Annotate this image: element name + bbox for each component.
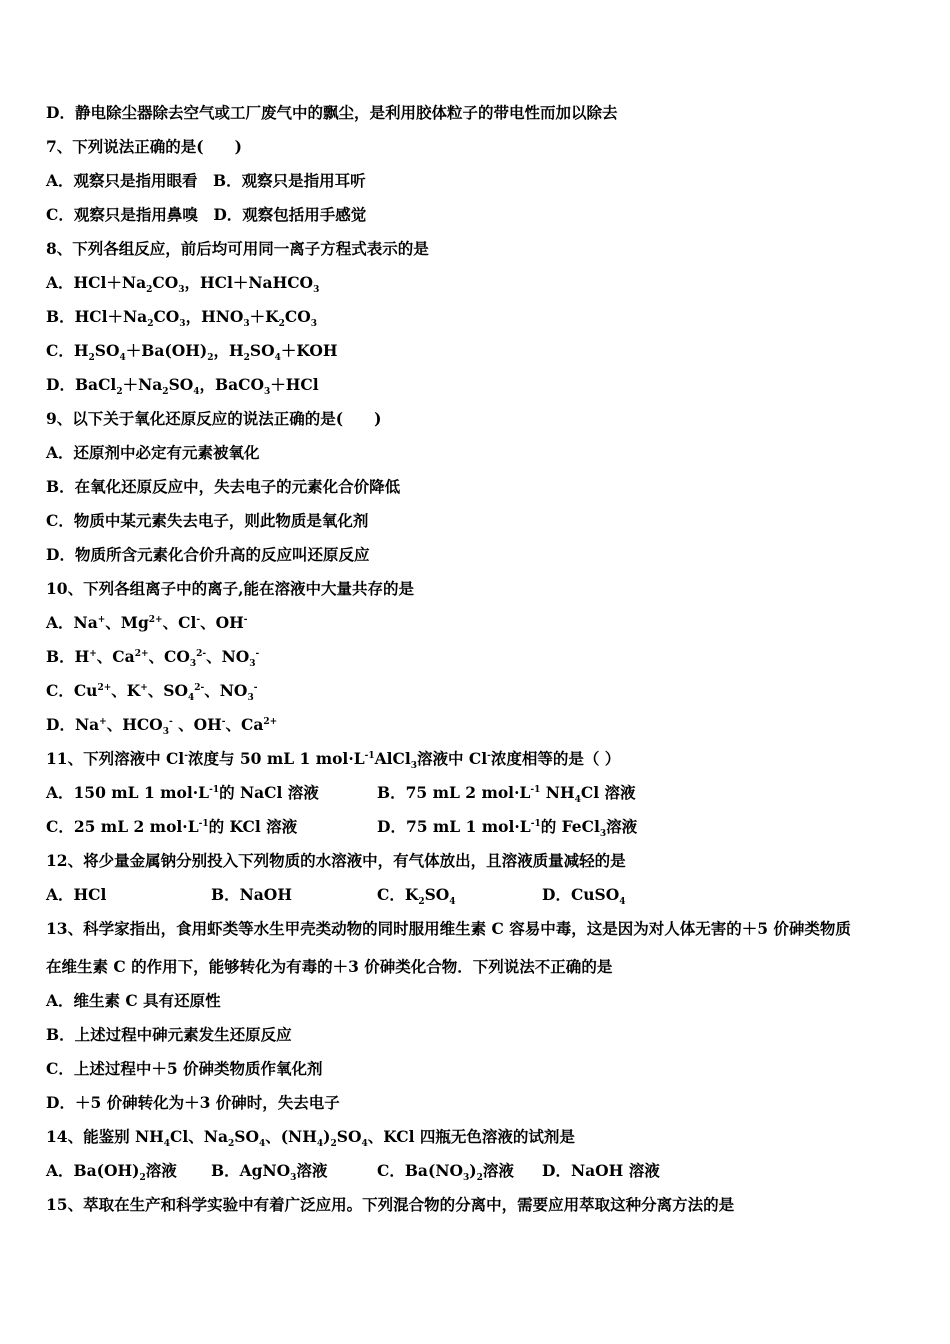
text-run: C．Ba(NO <box>377 1161 463 1180</box>
text-run: 8、下列各组反应，前后均可用同一离子方程式表示的是 <box>46 239 429 258</box>
text-run: 、NO <box>204 681 248 700</box>
text-run: 4 <box>119 353 126 364</box>
text-run: 4 <box>274 353 281 364</box>
text-run: - <box>243 614 248 625</box>
text-line-l14 <box>46 579 414 599</box>
text-run: 2 <box>476 1173 483 1184</box>
text-line-l13 <box>46 545 369 565</box>
text-run: 4 <box>316 1139 324 1150</box>
text-line-l26 <box>46 991 221 1011</box>
text-run: B．75 mL 2 mol·L <box>377 783 531 802</box>
text-run: SO <box>249 341 275 360</box>
text-run: 2 <box>162 387 169 398</box>
text-line-l25 <box>46 957 612 977</box>
text-run: 14、能鉴别 NH <box>46 1127 164 1146</box>
text-run: A．维生素 C 具有还原性 <box>46 991 221 1010</box>
text-line-l0 <box>46 103 617 123</box>
text-run: ＋Ba(OH) <box>125 341 208 360</box>
text-run: C．物质中某元素失去电子，则此物质是氧化剂 <box>46 511 369 530</box>
text-run: D．CuSO <box>542 885 620 904</box>
text-run: 溶液 <box>145 1161 177 1180</box>
text-run: 、OH <box>172 715 222 734</box>
text-run: 4 <box>449 897 456 908</box>
option-cell <box>377 1161 514 1184</box>
text-run: - <box>255 648 260 659</box>
option-cell <box>377 817 638 840</box>
text-run: - <box>253 682 258 693</box>
text-run: 在维生素 C 的作用下，能够转化为有毒的＋3 价砷类化合物．下列说法不正确的是 <box>46 957 613 976</box>
text-line-l9 <box>46 409 381 429</box>
text-run: B．上述过程中砷元素发生还原反应 <box>46 1025 292 1044</box>
text-run: 、KCl 四瓶无色溶液的试剂是 <box>367 1127 575 1146</box>
text-run: 12、将少量金属钠分别投入下列物质的水溶液中，有气体放出，且溶液质量减轻的是 <box>46 851 626 870</box>
text-run: 、NO <box>206 647 250 666</box>
text-run: ＋K <box>249 307 279 326</box>
text-run: - <box>168 716 173 727</box>
text-run: B．AgNO <box>211 1161 291 1180</box>
text-run: + <box>89 648 97 659</box>
text-run: 3 <box>290 1173 297 1184</box>
text-run: ，BaCO <box>199 375 265 394</box>
text-run: 2 <box>227 1139 235 1150</box>
text-line-l15 <box>46 613 248 633</box>
option-cell <box>377 885 456 908</box>
option-cell <box>46 1161 177 1184</box>
text-run: 、K <box>111 681 141 700</box>
option-cell <box>46 885 106 905</box>
text-run: SO <box>336 1127 362 1146</box>
text-run: A．观察只是指用眼看 B．观察只是指用耳听 <box>46 171 366 190</box>
text-run: D．NaOH 溶液 <box>542 1161 660 1180</box>
text-run: C．Cu <box>46 681 98 700</box>
text-run: B．在氧化还原反应中，失去电子的元素化合价降低 <box>46 477 401 496</box>
option-cell <box>211 1161 328 1184</box>
text-line-l28 <box>46 1059 323 1079</box>
text-run: -1 <box>530 818 541 829</box>
text-run: - <box>487 750 491 761</box>
text-run: 、OH <box>200 613 244 632</box>
text-run: D．BaCl <box>46 375 117 394</box>
text-run: 溶液 <box>606 817 638 836</box>
text-run: CO <box>152 273 179 292</box>
text-run: C．观察只是指用鼻嗅 D．观察包括用手感觉 <box>46 205 367 224</box>
text-run: 9、以下关于氧化还原反应的说法正确的是( ) <box>46 409 382 428</box>
text-run: 、Ca <box>96 647 135 666</box>
text-run: B．NaOH <box>211 885 292 904</box>
text-run: 4 <box>574 795 581 806</box>
text-run: 3 <box>599 829 607 840</box>
text-run: -1 <box>364 750 375 761</box>
text-line-l31 <box>46 1161 906 1184</box>
text-run: 4 <box>163 1139 171 1150</box>
text-run: C．H <box>46 341 89 360</box>
text-run: D．静电除尘器除去空气或工厂废气中的飘尘，是利用胶体粒子的带电性而加以除去 <box>46 103 618 122</box>
text-run: + <box>140 682 148 693</box>
text-run: 11、下列溶液中 Cl <box>46 749 185 768</box>
text-run: 2 <box>330 1139 337 1150</box>
text-line-l11 <box>46 477 400 497</box>
text-run: 2- <box>194 682 205 693</box>
text-run: 溶液 <box>482 1161 514 1180</box>
text-run: 3 <box>162 727 169 738</box>
text-run: + <box>99 716 107 727</box>
text-run: A．HCl <box>46 885 107 904</box>
text-run: C．上述过程中＋5 价砷类物质作氧化剂 <box>46 1059 323 1078</box>
text-run: 4 <box>193 387 200 398</box>
text-run: -1 <box>209 784 220 795</box>
text-run: A．150 mL 1 mol·L <box>46 783 210 802</box>
text-run: Cl、Na <box>170 1127 228 1146</box>
text-run: 2 <box>147 319 154 330</box>
text-run: 3 <box>310 319 318 330</box>
text-line-l22 <box>46 851 626 871</box>
text-line-l7 <box>46 341 338 364</box>
text-line-l32 <box>46 1195 734 1215</box>
text-run: - <box>184 750 188 761</box>
option-cell <box>46 783 319 803</box>
text-line-l1 <box>46 137 242 157</box>
text-run: 3 <box>249 659 256 670</box>
text-run: 2 <box>116 387 123 398</box>
text-run: -1 <box>198 818 209 829</box>
text-run: 10、下列各组离子中的离子,能在溶液中大量共存的是 <box>46 579 414 598</box>
text-line-l8 <box>46 375 319 398</box>
text-run: A．Ba(OH) <box>46 1161 140 1180</box>
text-run: B．HCl＋Na <box>46 307 148 326</box>
text-run: AlCl <box>374 749 411 768</box>
text-run: 溶液中 Cl <box>417 749 488 768</box>
text-line-l12 <box>46 511 368 531</box>
text-run: 2+ <box>97 682 112 693</box>
text-run: ) <box>323 1127 331 1146</box>
text-run: 、SO <box>147 681 188 700</box>
option-cell <box>377 783 636 806</box>
text-run: C．K <box>377 885 419 904</box>
text-run: SO <box>424 885 450 904</box>
text-line-l21 <box>46 817 906 840</box>
text-run: 3 <box>264 387 271 398</box>
text-run: 3 <box>247 693 254 704</box>
text-line-l4 <box>46 239 429 259</box>
text-run: 3 <box>189 659 197 670</box>
text-run: 2 <box>278 319 285 330</box>
text-run: D．75 mL 1 mol·L <box>377 817 531 836</box>
text-run: 13、科学家指出，食用虾类等水生甲壳类动物的同时服用维生素 C 容易中毒，这是因为对人体无害的＋5 价砷类物质 <box>46 919 851 938</box>
text-run: 2 <box>139 1173 146 1184</box>
text-run: 3 <box>179 319 186 330</box>
text-line-l2 <box>46 171 366 191</box>
text-line-l23 <box>46 885 906 908</box>
text-run: ＋HCl <box>270 375 319 394</box>
text-run: 3 <box>313 285 320 296</box>
text-run: 浓度与 50 mL 1 mol·L <box>187 749 365 768</box>
text-run: D．物质所含元素化合价升高的反应叫还原反应 <box>46 545 370 564</box>
text-run: ，HNO <box>185 307 244 326</box>
text-run: 、Ca <box>225 715 264 734</box>
text-run: - <box>196 614 201 625</box>
text-run: ＋KOH <box>280 341 338 360</box>
text-run: + <box>97 614 106 625</box>
option-cell <box>211 885 292 905</box>
text-run: 的 KCl 溶液 <box>208 817 298 836</box>
text-run: 2+ <box>263 716 278 727</box>
text-run: Cl 溶液 <box>580 783 636 802</box>
text-run: 3 <box>410 761 418 772</box>
text-line-l20 <box>46 783 906 806</box>
text-run: SO <box>168 375 194 394</box>
text-run: 浓度相等的是（ ） <box>490 749 621 768</box>
text-run: -1 <box>530 784 541 795</box>
text-run: 2 <box>146 285 153 296</box>
text-run: ＋Na <box>122 375 163 394</box>
text-run: 2+ <box>148 614 163 625</box>
option-cell <box>46 817 297 837</box>
text-run: 15、萃取在生产和科学实验中有着广泛应用。下列混合物的分离中，需要应用萃取这种分离方法的是 <box>46 1195 735 1214</box>
text-run: 2- <box>196 648 207 659</box>
text-run: 、Cl <box>162 613 197 632</box>
text-run: 2 <box>418 897 425 908</box>
text-run: CO <box>153 307 180 326</box>
text-line-l17 <box>46 681 258 704</box>
text-run: 4 <box>619 897 626 908</box>
text-run: 、(NH <box>265 1127 317 1146</box>
text-line-l5 <box>46 273 320 296</box>
text-run: SO <box>94 341 120 360</box>
text-run: 2 <box>207 353 214 364</box>
text-line-l30 <box>46 1127 575 1150</box>
text-run: 7、下列说法正确的是( ) <box>46 137 242 156</box>
text-run: A．还原剂中必定有元素被氧化 <box>46 443 260 462</box>
text-run: 的 FeCl <box>540 817 600 836</box>
text-run: 4 <box>361 1139 368 1150</box>
text-line-l18 <box>46 715 278 738</box>
text-run: - <box>221 716 226 727</box>
text-run: SO <box>234 1127 259 1146</box>
text-run: 、CO <box>148 647 190 666</box>
option-cell <box>542 885 626 908</box>
text-run: 2 <box>243 353 250 364</box>
text-run: D．Na <box>46 715 100 734</box>
text-run: ，H <box>213 341 244 360</box>
text-line-l10 <box>46 443 260 463</box>
text-run: C．25 mL 2 mol·L <box>46 817 199 836</box>
text-run: ) <box>469 1161 477 1180</box>
text-line-l16 <box>46 647 260 670</box>
text-line-l29 <box>46 1093 340 1113</box>
text-line-l19 <box>46 749 621 772</box>
text-run: CO <box>284 307 311 326</box>
text-run: ，HCl＋NaHCO <box>184 273 314 292</box>
text-run: A．Na <box>46 613 98 632</box>
text-run: 的 NaCl 溶液 <box>219 783 319 802</box>
option-cell <box>542 1161 660 1181</box>
text-run: 溶液 <box>296 1161 328 1180</box>
text-line-l27 <box>46 1025 292 1045</box>
text-run: 2 <box>88 353 95 364</box>
text-run: 2+ <box>134 648 149 659</box>
text-run: D．＋5 价砷转化为＋3 价砷时，失去电子 <box>46 1093 340 1112</box>
text-run: 、Mg <box>105 613 149 632</box>
text-run: 4 <box>188 693 195 704</box>
text-line-l24 <box>46 919 851 939</box>
text-run: NH <box>540 783 575 802</box>
text-run: 3 <box>243 319 250 330</box>
text-run: A．HCl＋Na <box>46 273 147 292</box>
text-line-l3 <box>46 205 366 225</box>
text-run: B．H <box>46 647 90 666</box>
text-run: 3 <box>178 285 185 296</box>
text-run: 、HCO <box>106 715 163 734</box>
text-run: 3 <box>462 1173 470 1184</box>
text-line-l6 <box>46 307 318 330</box>
text-run: 4 <box>258 1139 266 1150</box>
